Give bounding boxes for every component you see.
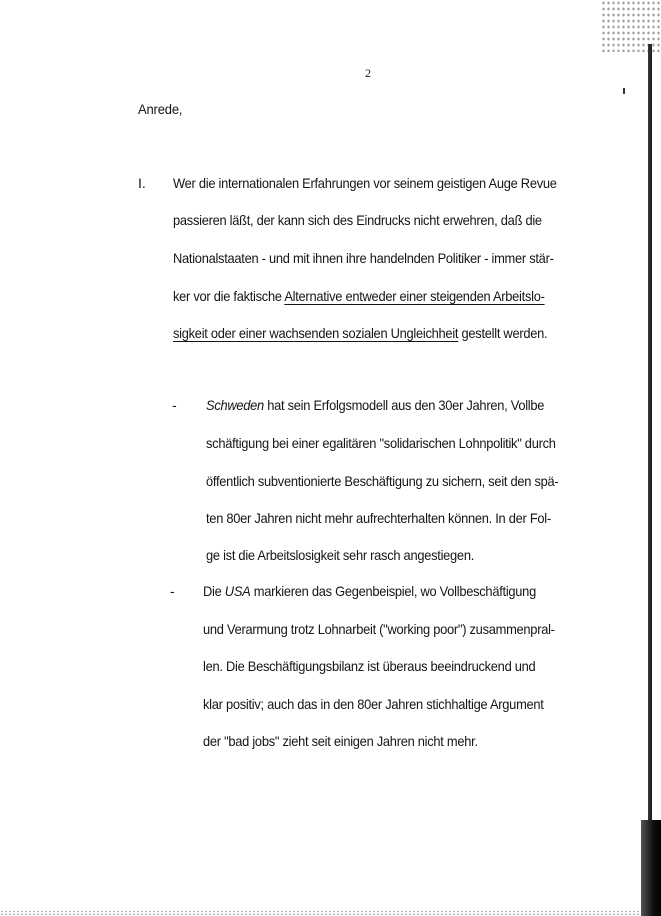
bullet-dash: - xyxy=(170,583,175,599)
scan-shadow-corner xyxy=(641,820,661,916)
bullet-line: ge ist die Arbeitslosigkeit sehr rasch angestiegen. xyxy=(206,547,475,563)
bullet-line: len. Die Beschäftigungsbilanz ist überaus beeindruckend und xyxy=(203,658,536,674)
scan-edge-right xyxy=(648,44,652,916)
bullet-line: und Verarmung trotz Lohnarbeit ("working poor") zusammenpral- xyxy=(203,621,555,637)
bullet-line: der "bad jobs" zieht seit einigen Jahren nicht mehr. xyxy=(203,733,478,749)
bullet-line: schäftigung bei einer egalitären "solidarischen Lohnpolitik" durch xyxy=(206,435,556,451)
section-text: gestellt werden. xyxy=(458,325,548,341)
section-line xyxy=(173,325,547,341)
scan-noise-top xyxy=(601,0,661,52)
scan-noise-bottom xyxy=(0,910,640,916)
bullet-text: markieren das Gegenbeispiel, wo Vollbeschäftigung xyxy=(250,583,536,599)
section-line xyxy=(173,288,545,304)
bullet-line: öffentlich subventionierte Beschäftigung zu sichern, seit den spä- xyxy=(206,473,559,489)
bullet-line xyxy=(203,583,536,599)
underlined-phrase: Alternative entweder einer steigenden Arbeitslo- xyxy=(284,288,545,304)
page-number: 2 xyxy=(365,66,371,80)
country-name: USA xyxy=(224,583,251,599)
section-line: Wer die internationalen Erfahrungen vor seinem geistigen Auge Revue xyxy=(173,175,557,191)
underlined-phrase: sigkeit oder einer wachsenden sozialen Ungleichheit xyxy=(173,325,459,341)
bullet-line xyxy=(206,397,544,413)
section-marker: I. xyxy=(138,175,146,191)
section-line: passieren läßt, der kann sich des Eindrucks nicht erwehren, daß die xyxy=(173,212,542,228)
bullet-line: ten 80er Jahren nicht mehr aufrechterhalten können. In der Fol- xyxy=(206,510,551,526)
bullet-text: Die xyxy=(203,583,225,599)
section-line: Nationalstaaten - und mit ihnen ihre handelnden Politiker - immer stär- xyxy=(173,250,554,266)
bullet-dash: - xyxy=(172,397,177,413)
bullet-text: hat sein Erfolgsmodell aus den 30er Jahren, Vollbe xyxy=(263,397,545,413)
bullet-line: klar positiv; auch das in den 80er Jahren stichhaltige Argument xyxy=(203,696,544,712)
section-text: ker vor die faktische xyxy=(173,288,285,304)
country-name: Schweden xyxy=(206,397,264,413)
scan-mark xyxy=(623,88,625,94)
salutation: Anrede, xyxy=(138,101,183,117)
